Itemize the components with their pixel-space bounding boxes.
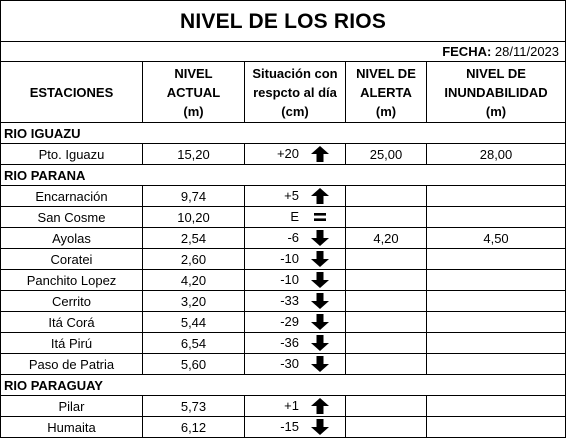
station-name: Paso de Patria bbox=[1, 354, 143, 375]
situation-cell bbox=[245, 354, 346, 375]
current-level: 4,20 bbox=[143, 270, 245, 291]
situation-cell bbox=[245, 249, 346, 270]
table-row bbox=[1, 417, 566, 438]
situation-value: -30 bbox=[280, 356, 299, 371]
current-level: 5,60 bbox=[143, 354, 245, 375]
current-level: 2,60 bbox=[143, 249, 245, 270]
situation-cell bbox=[245, 291, 346, 312]
flood-level: 28,00 bbox=[427, 144, 566, 165]
situation-cell bbox=[245, 228, 346, 249]
station-name: Ayolas bbox=[1, 228, 143, 249]
date-value: 28/11/2023 bbox=[494, 44, 560, 59]
station-name: San Cosme bbox=[1, 207, 143, 228]
alert-level bbox=[346, 396, 427, 417]
situation-cell bbox=[245, 207, 346, 228]
flood-level bbox=[427, 333, 566, 354]
down-arrow-icon bbox=[311, 272, 329, 288]
alert-level bbox=[346, 186, 427, 207]
current-level: 10,20 bbox=[143, 207, 245, 228]
station-name: Coratei bbox=[1, 249, 143, 270]
current-level: 5,73 bbox=[143, 396, 245, 417]
situation-cell bbox=[245, 333, 346, 354]
situation-value: -33 bbox=[280, 293, 299, 308]
flood-level bbox=[427, 312, 566, 333]
alert-level bbox=[346, 354, 427, 375]
current-level: 6,12 bbox=[143, 417, 245, 438]
station-name: Itá Pirú bbox=[1, 333, 143, 354]
situation-cell bbox=[245, 186, 346, 207]
page-title: NIVEL DE LOS RIOS bbox=[1, 1, 566, 42]
up-arrow-icon bbox=[311, 398, 329, 414]
situation-cell bbox=[245, 417, 346, 438]
station-name: Pilar bbox=[1, 396, 143, 417]
current-level: 5,44 bbox=[143, 312, 245, 333]
situation-value: +5 bbox=[284, 188, 299, 203]
alert-level bbox=[346, 249, 427, 270]
down-arrow-icon bbox=[311, 335, 329, 351]
station-name: Encarnación bbox=[1, 186, 143, 207]
table-row bbox=[1, 186, 566, 207]
table-row bbox=[1, 228, 566, 249]
current-level: 6,54 bbox=[143, 333, 245, 354]
station-name: Itá Corá bbox=[1, 312, 143, 333]
station-name: Pto. Iguazu bbox=[1, 144, 143, 165]
situation-value: -6 bbox=[287, 230, 299, 245]
current-level: 3,20 bbox=[143, 291, 245, 312]
situation-cell bbox=[245, 270, 346, 291]
flood-level bbox=[427, 270, 566, 291]
flood-level bbox=[427, 186, 566, 207]
flood-level bbox=[427, 417, 566, 438]
situation-value: -29 bbox=[280, 314, 299, 329]
section-row bbox=[1, 375, 566, 396]
alert-level bbox=[346, 417, 427, 438]
table-row bbox=[1, 312, 566, 333]
section-name: RIO PARAGUAY bbox=[1, 375, 566, 396]
station-name: Humaita bbox=[1, 417, 143, 438]
flood-level bbox=[427, 354, 566, 375]
down-arrow-icon bbox=[311, 230, 329, 246]
header-nivel-actual: NIVEL ACTUAL (m) bbox=[143, 62, 245, 123]
header-nivel-inundabilidad: NIVEL DE INUNDABILIDAD (m) bbox=[427, 62, 566, 123]
table-row bbox=[1, 270, 566, 291]
situation-value: +1 bbox=[284, 398, 299, 413]
table-row bbox=[1, 396, 566, 417]
alert-level: 4,20 bbox=[346, 228, 427, 249]
alert-level bbox=[346, 207, 427, 228]
alert-level bbox=[346, 312, 427, 333]
station-name: Panchito Lopez bbox=[1, 270, 143, 291]
equal-icon bbox=[311, 209, 329, 225]
header-row bbox=[1, 62, 566, 123]
flood-level bbox=[427, 207, 566, 228]
alert-level: 25,00 bbox=[346, 144, 427, 165]
flood-level: 4,50 bbox=[427, 228, 566, 249]
down-arrow-icon bbox=[311, 356, 329, 372]
header-nivel-alerta: NIVEL DE ALERTA (m) bbox=[346, 62, 427, 123]
up-arrow-icon bbox=[311, 146, 329, 162]
table-row bbox=[1, 144, 566, 165]
down-arrow-icon bbox=[311, 419, 329, 435]
flood-level bbox=[427, 396, 566, 417]
current-level: 9,74 bbox=[143, 186, 245, 207]
situation-value: E bbox=[290, 209, 299, 224]
section-name: RIO IGUAZU bbox=[1, 123, 566, 144]
situation-cell bbox=[245, 312, 346, 333]
situation-value: -10 bbox=[280, 251, 299, 266]
flood-level bbox=[427, 291, 566, 312]
table-row bbox=[1, 249, 566, 270]
alert-level bbox=[346, 333, 427, 354]
alert-level bbox=[346, 270, 427, 291]
table-row bbox=[1, 207, 566, 228]
situation-value: -36 bbox=[280, 335, 299, 350]
alert-level bbox=[346, 291, 427, 312]
situation-value: -15 bbox=[280, 419, 299, 434]
down-arrow-icon bbox=[311, 293, 329, 309]
down-arrow-icon bbox=[311, 251, 329, 267]
table-row bbox=[1, 333, 566, 354]
flood-level bbox=[427, 249, 566, 270]
section-row bbox=[1, 165, 566, 186]
date-cell bbox=[1, 42, 566, 62]
situation-value: -10 bbox=[280, 272, 299, 287]
header-situacion: Situación con respcto al día (cm) bbox=[245, 62, 346, 123]
table-row bbox=[1, 291, 566, 312]
current-level: 15,20 bbox=[143, 144, 245, 165]
down-arrow-icon bbox=[311, 314, 329, 330]
date-label: FECHA: bbox=[442, 44, 492, 59]
header-estaciones: ESTACIONES bbox=[1, 62, 143, 123]
current-level: 2,54 bbox=[143, 228, 245, 249]
table-row bbox=[1, 354, 566, 375]
situation-cell bbox=[245, 396, 346, 417]
section-name: RIO PARANA bbox=[1, 165, 566, 186]
station-name: Cerrito bbox=[1, 291, 143, 312]
section-row bbox=[1, 123, 566, 144]
up-arrow-icon bbox=[311, 188, 329, 204]
situation-cell bbox=[245, 144, 346, 165]
situation-value: +20 bbox=[276, 146, 299, 161]
